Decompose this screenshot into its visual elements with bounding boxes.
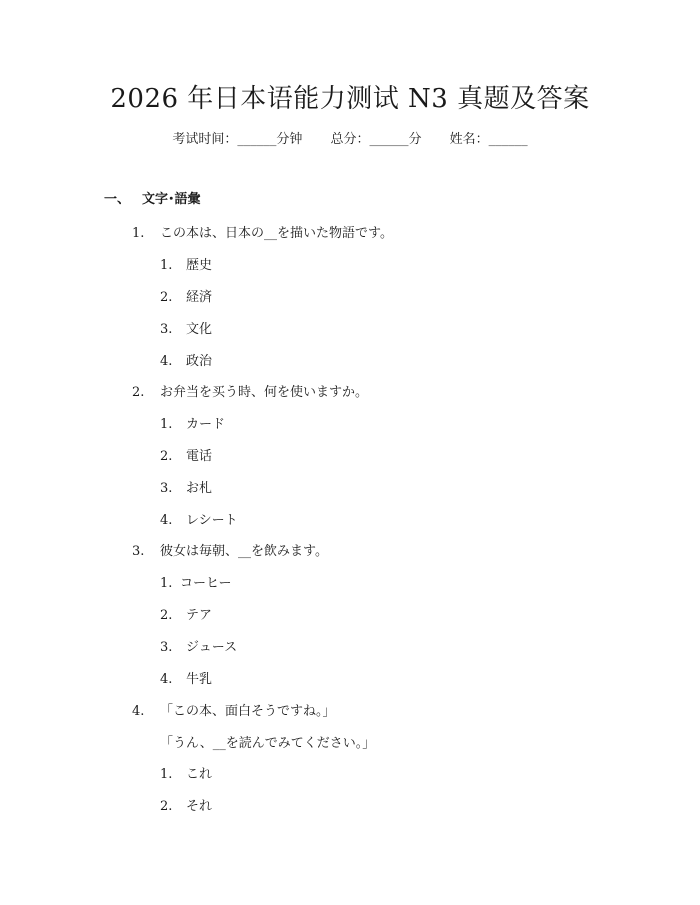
question-3-option-4 [160,670,212,690]
question-2-option-3 [160,479,212,499]
name-field: 姓名：______ [449,132,528,147]
option-number: 1. [160,417,173,432]
option-text: それ [186,799,213,814]
option-number: 2. [160,799,173,814]
option-number: 3. [160,322,173,337]
question-number: 1. [132,226,145,241]
option-text: レシート [186,513,238,528]
option-number: 1. [160,576,173,591]
option-text: 経済 [186,290,213,305]
exam-info [0,130,700,150]
option-text: テア [186,608,213,623]
option-text: ジュース [186,640,238,655]
question-number: 4. [132,704,145,719]
exam-time-field: 考试时间：______分钟 [172,132,303,147]
question-2-option-2 [160,447,212,467]
option-text: カード [186,417,226,432]
section-title: 文字･語彙 [142,192,201,207]
option-number: 4. [160,672,173,687]
question-3-option-2 [160,606,212,626]
option-text: コーヒー [180,576,232,591]
option-text: 牛乳 [186,672,213,687]
section-number: 一、 [104,192,131,207]
question-3-option-1 [160,574,231,594]
option-text: お札 [186,481,213,496]
option-number: 2. [160,290,173,305]
question-number: 2. [132,385,145,400]
option-text: 政治 [186,354,213,369]
question-4-continuation: 「うん、__を読んでみてください。」 [160,736,376,751]
question-number: 3. [132,544,145,559]
question-2 [132,383,368,403]
question-1-option-1 [160,256,212,276]
question-3 [132,542,328,562]
question-text: 彼女は毎朝、__を飲みます。 [160,544,328,559]
question-4 [132,702,336,722]
total-score-field: 总分：______分 [330,132,422,147]
option-number: 3. [160,640,173,655]
question-text: この本は、日本の__を描いた物語です。 [160,226,393,241]
question-1-option-4 [160,352,212,372]
question-3-option-3 [160,638,237,658]
question-4-option-2 [160,797,212,817]
question-4-option-1 [160,765,212,785]
option-text: これ [186,767,213,782]
question-text: 「この本、面白そうですね。」 [160,704,336,719]
option-number: 4. [160,513,173,528]
question-2-option-4 [160,511,238,531]
option-number: 1. [160,767,173,782]
option-text: 歴史 [186,258,213,273]
document-title: 2026 年日本语能力测试 N3 真题及答案 [110,84,590,114]
question-1 [132,224,393,244]
option-number: 4. [160,354,173,369]
option-number: 1. [160,258,173,273]
question-1-option-3 [160,320,212,340]
option-number: 3. [160,481,173,496]
question-1-option-2 [160,288,212,308]
option-number: 2. [160,608,173,623]
option-text: 電话 [186,449,213,464]
option-text: 文化 [186,322,213,337]
option-number: 2. [160,449,173,464]
section-heading [104,190,201,210]
question-text: お弁当を买う時、何を使いますか。 [160,385,369,400]
question-2-option-1 [160,415,225,435]
